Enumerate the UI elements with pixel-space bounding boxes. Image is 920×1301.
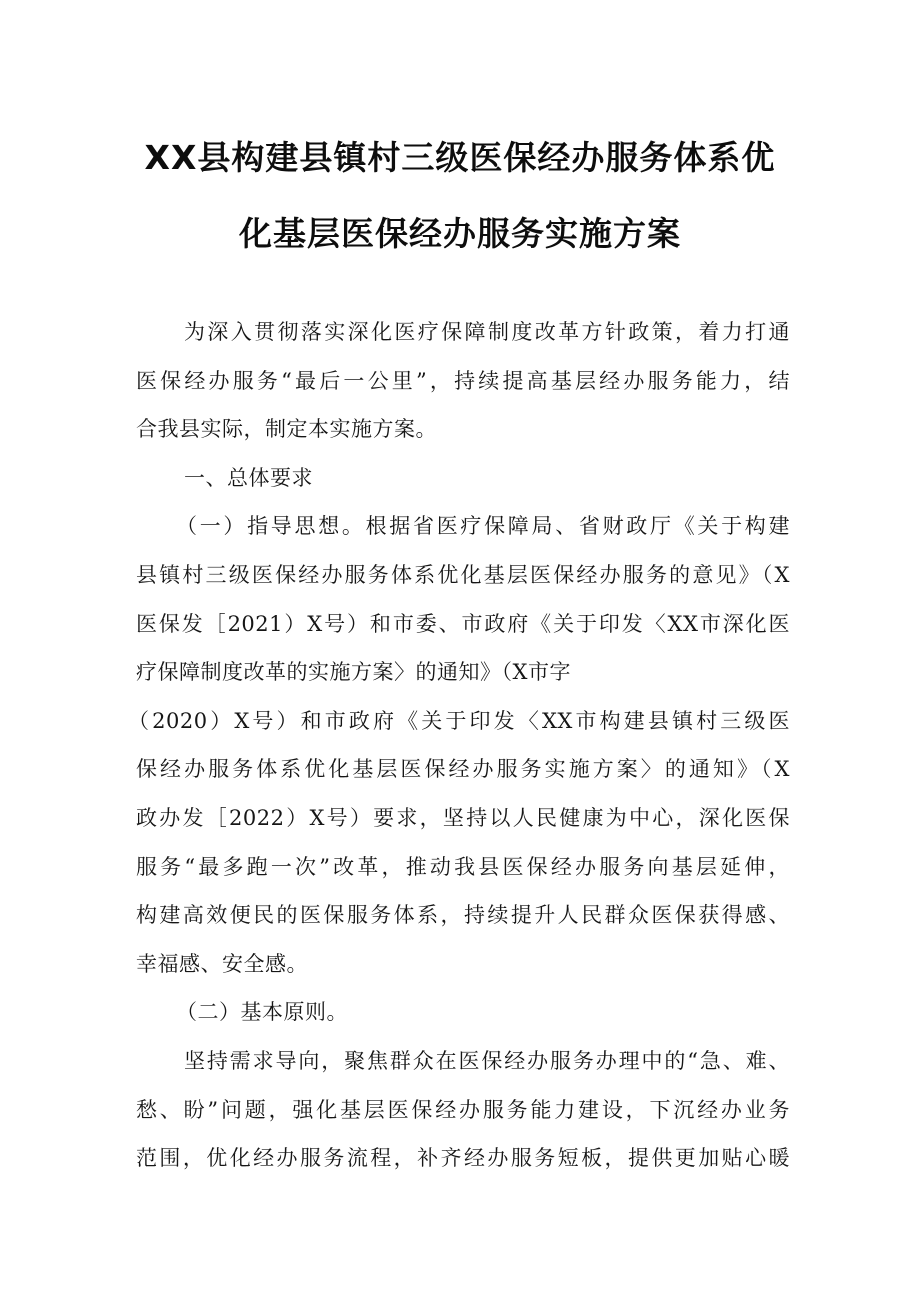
paragraph-line: 合我县实际，制定本实施方案。 xyxy=(136,417,437,442)
paragraph-line: （一）指导思想。根据省医疗保障局、省财政厅《关于构建 xyxy=(176,514,790,539)
paragraph-line: 为深入贯彻落实深化医疗保障制度改革方针政策，着力打通 xyxy=(184,320,790,344)
paragraph-line: 医保发［2021）X号）和市委、市政府《关于印发〈XX市深化医 xyxy=(136,611,790,636)
document-title-line-2: 化基层医保经办服务实施方案 xyxy=(239,214,681,253)
paragraph-line: 坚持需求导向，聚焦群众在医保经办服务办理中的“急、难、 xyxy=(184,1048,790,1073)
paragraph-line: （2020）X号）和市政府《关于印发〈XX市构建县镇村三级医 xyxy=(128,708,790,733)
paragraph-line: 构建高效便民的医保服务体系，持续提升人民群众医保获得感、 xyxy=(136,903,790,928)
paragraph-line: 疗保障制度改革的实施方案〉的通知》（X市字 xyxy=(136,660,571,685)
paragraph-line: 县镇村三级医保经办服务体系优化基层医保经办服务的意见》（X xyxy=(136,562,790,587)
paragraph-line: 愁、盼”问题，强化基层医保经办服务能力建设，下沉经办业务 xyxy=(136,1097,790,1122)
section-heading: 一、总体要求 xyxy=(184,465,313,490)
paragraph-line: 政办发［2022）X号）要求，坚持以人民健康为中心，深化医保 xyxy=(136,805,790,830)
paragraph-line: 保经办服务体系优化基层医保经办服务实施方案〉的通知》（X xyxy=(136,757,790,782)
paragraph-line: 幸福感、安全感。 xyxy=(136,951,308,976)
section-heading: （二）基本原则。 xyxy=(176,1000,348,1025)
document-title-line-1: XX县构建县镇村三级医保经办服务体系优 xyxy=(144,138,776,177)
paragraph-line: 医保经办服务“最后一公里”，持续提高基层经办服务能力，结 xyxy=(136,368,790,393)
paragraph-line: 服务“最多跑一次”改革，推动我县医保经办服务向基层延伸， xyxy=(136,854,790,879)
paragraph-line: 范围，优化经办服务流程，补齐经办服务短板，提供更加贴心暖 xyxy=(136,1146,790,1171)
document-body xyxy=(128,308,790,1183)
